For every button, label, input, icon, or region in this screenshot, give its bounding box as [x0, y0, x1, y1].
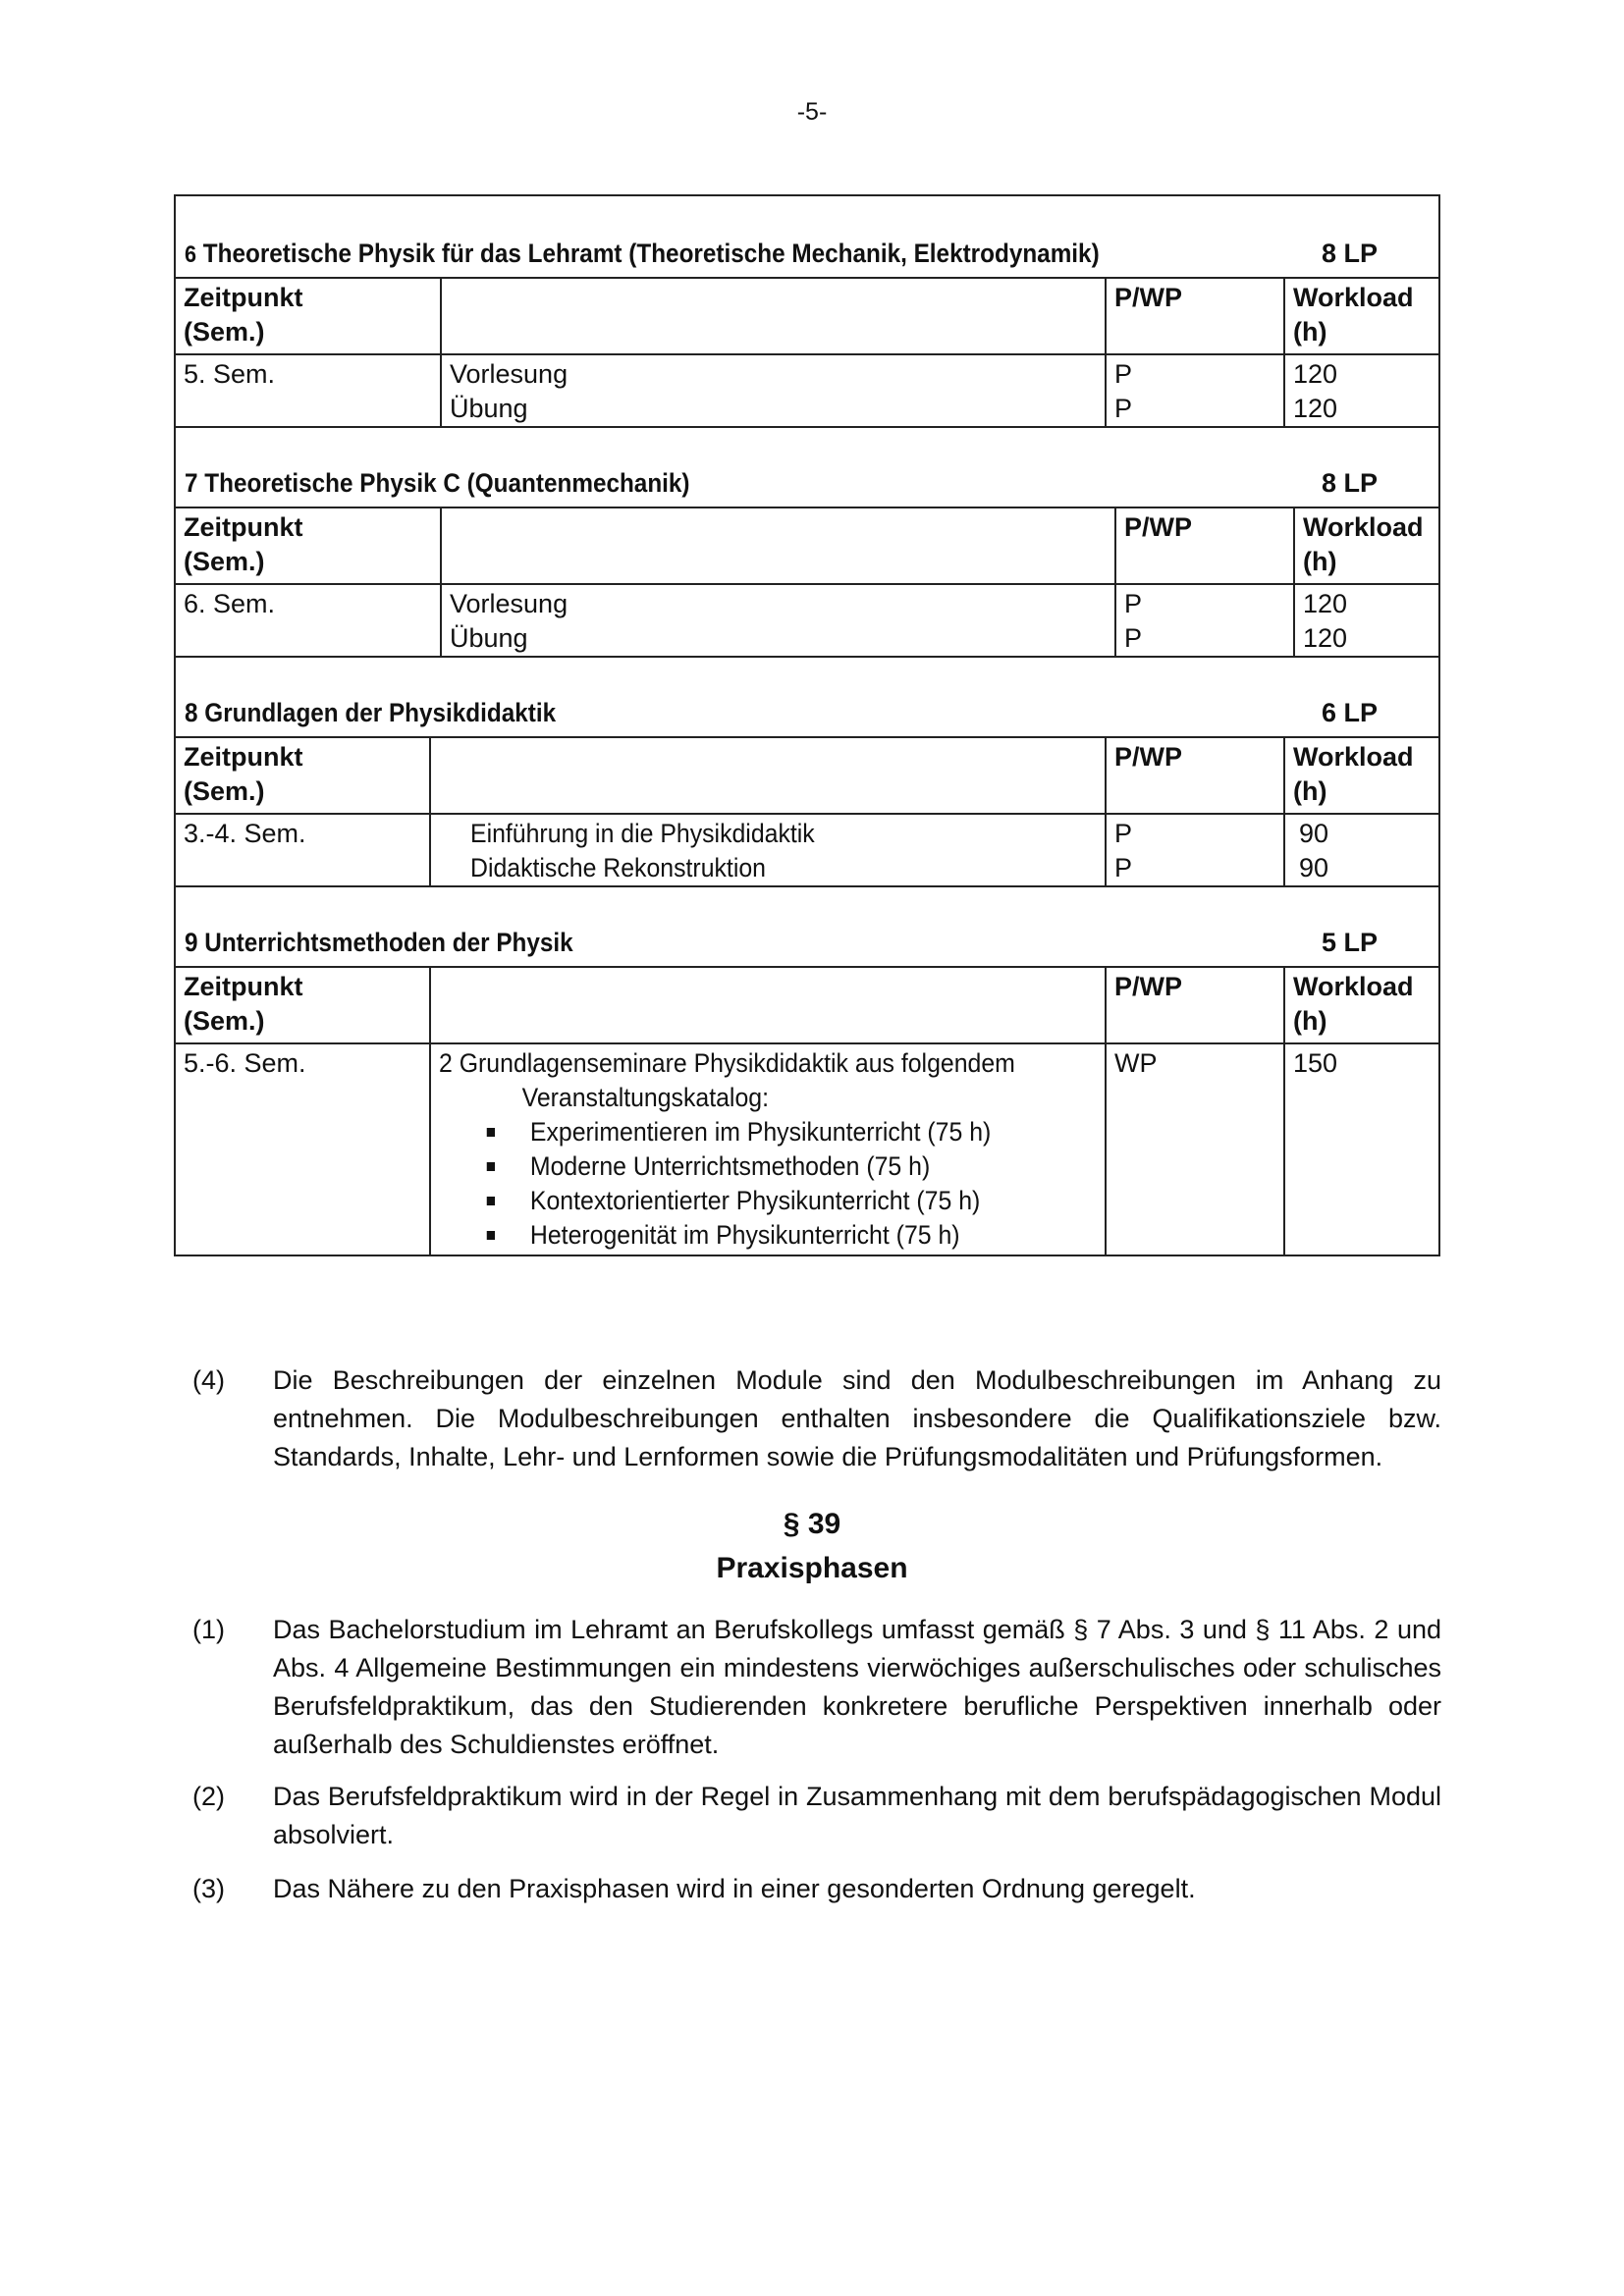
- bullet-square-icon: [487, 1162, 495, 1171]
- pwp-cell: P P: [1105, 815, 1283, 885]
- header-workload: Workload (h): [1283, 279, 1438, 353]
- header-pwp: P/WP: [1105, 968, 1283, 1042]
- header-workload: Workload (h): [1283, 968, 1438, 1042]
- module-6-heading: [176, 196, 1438, 279]
- section-paragraph-3: [192, 1870, 1441, 1908]
- module-8-heading: [176, 658, 1438, 738]
- semester-cell: 5.-6. Sem.: [184, 1048, 306, 1078]
- paragraph-number: (2): [192, 1782, 225, 1811]
- catalog-item: Experimentieren im Physikunterricht (75 h): [439, 1115, 1044, 1149]
- module-title: 9 Unterrichtsmethoden der Physik: [185, 928, 573, 957]
- module-7-header-row: [176, 508, 1438, 585]
- catalog-cell: [429, 1044, 1105, 1255]
- module-title: 7 Theoretische Physik C (Quantenmechanik): [185, 468, 690, 498]
- header-zeitpunkt: Zeitpunkt (Sem.): [184, 283, 303, 347]
- catalog-intro-cont: Veranstaltungskatalog:: [521, 1083, 769, 1112]
- catalog-item: Kontextorientierter Physikunterricht (75 h): [439, 1184, 1044, 1218]
- section-title: Praxisphasen: [716, 1552, 908, 1584]
- bullet-square-icon: [487, 1197, 495, 1205]
- module-title: 8 Grundlagen der Physikdidaktik: [185, 698, 557, 727]
- module-8-header-row: [176, 738, 1438, 815]
- module-6-row: [176, 355, 1438, 428]
- courses-cell: Vorlesung Übung: [440, 355, 1105, 426]
- header-zeitpunkt: Zeitpunkt (Sem.): [184, 972, 303, 1036]
- pwp-cell: WP: [1105, 1044, 1283, 1255]
- header-workload: Workload (h): [1283, 738, 1438, 813]
- section-paragraph-2: [192, 1778, 1441, 1854]
- section-number: § 39: [783, 1508, 841, 1540]
- module-credits: 6 LP: [1322, 698, 1379, 727]
- paragraph-number: (4): [192, 1365, 225, 1395]
- workload-cell: 120 120: [1283, 355, 1438, 426]
- module-9-row: [176, 1044, 1438, 1255]
- semester-cell: 5. Sem.: [184, 359, 276, 389]
- catalog-intro: 2 Grundlagenseminare Physikdidaktik aus folgendem: [439, 1048, 1015, 1078]
- header-pwp: P/WP: [1105, 279, 1283, 353]
- module-credits: 8 LP: [1322, 239, 1379, 268]
- catalog-item: Heterogenität im Physikunterricht (75 h): [439, 1218, 1044, 1253]
- module-9-header-row: [176, 968, 1438, 1044]
- module-title: 6 Theoretische Physik für das Lehramt (Theoretische Mechanik, Elektrodynamik): [185, 239, 1100, 268]
- workload-cell: 90 90: [1283, 815, 1438, 885]
- bullet-square-icon: [487, 1231, 495, 1240]
- paragraph-number: (3): [192, 1874, 225, 1903]
- bullet-square-icon: [487, 1128, 495, 1137]
- paragraph-text: Die Beschreibungen der einzelnen Module sind den Modulbeschreibungen im Anhang zu entnehmen. Die Modulbeschreibungen enthalten insbesondere die Qualifikationsziele bzw. Standards, Inhalte, Lehr- und Lernformen sowie die Prüfungsmodalitäten und Prüfungsformen.: [273, 1365, 1441, 1471]
- header-zeitpunkt: Zeitpunkt (Sem.): [184, 512, 303, 576]
- catalog-list: [439, 1115, 1044, 1253]
- catalog-item: Moderne Unterrichtsmethoden (75 h): [439, 1149, 1044, 1184]
- module-credits: 5 LP: [1322, 928, 1379, 957]
- courses-cell: Einführung in die Physikdidaktik Didaktische Rekonstruktion: [429, 815, 1105, 885]
- paragraph-number: (1): [192, 1615, 225, 1644]
- paragraph-text: Das Bachelorstudium im Lehramt an Berufskollegs umfasst gemäß § 7 Abs. 3 und § 11 Abs. 2 und Abs. 4 Allgemeine Bestimmungen ein mindestens vierwöchiges außerschulisches oder schulisches Berufsfeldpraktikum, das den Studierenden konkretere berufliche Perspektiven innerhalb oder außerhalb des Schuldienstes eröffnet.: [273, 1615, 1441, 1759]
- courses-cell: Vorlesung Übung: [440, 585, 1114, 656]
- page-number: -5-: [796, 98, 828, 126]
- paragraph-text: Das Nähere zu den Praxisphasen wird in einer gesonderten Ordnung geregelt.: [273, 1874, 1196, 1903]
- pwp-cell: P P: [1105, 355, 1283, 426]
- semester-cell: 6. Sem.: [184, 589, 276, 618]
- module-table: [174, 194, 1440, 1256]
- header-pwp: P/WP: [1114, 508, 1293, 583]
- workload-cell: 150: [1283, 1044, 1438, 1255]
- paragraph-4: [192, 1362, 1441, 1476]
- module-6-header-row: [176, 279, 1438, 355]
- workload-cell: 120 120: [1293, 585, 1438, 656]
- semester-cell: 3.-4. Sem.: [184, 819, 306, 848]
- module-credits: 8 LP: [1322, 468, 1379, 498]
- header-pwp: P/WP: [1105, 738, 1283, 813]
- header-zeitpunkt: Zeitpunkt (Sem.): [184, 742, 303, 806]
- section-paragraph-1: [192, 1611, 1441, 1764]
- paragraph-text: Das Berufsfeldpraktikum wird in der Regel in Zusammenhang mit dem berufspädagogischen Modul absolviert.: [273, 1782, 1441, 1849]
- module-9-heading: [176, 887, 1438, 968]
- pwp-cell: P P: [1114, 585, 1293, 656]
- header-workload: Workload (h): [1293, 508, 1438, 583]
- module-7-row: [176, 585, 1438, 658]
- module-8-row: [176, 815, 1438, 887]
- module-7-heading: [176, 428, 1438, 508]
